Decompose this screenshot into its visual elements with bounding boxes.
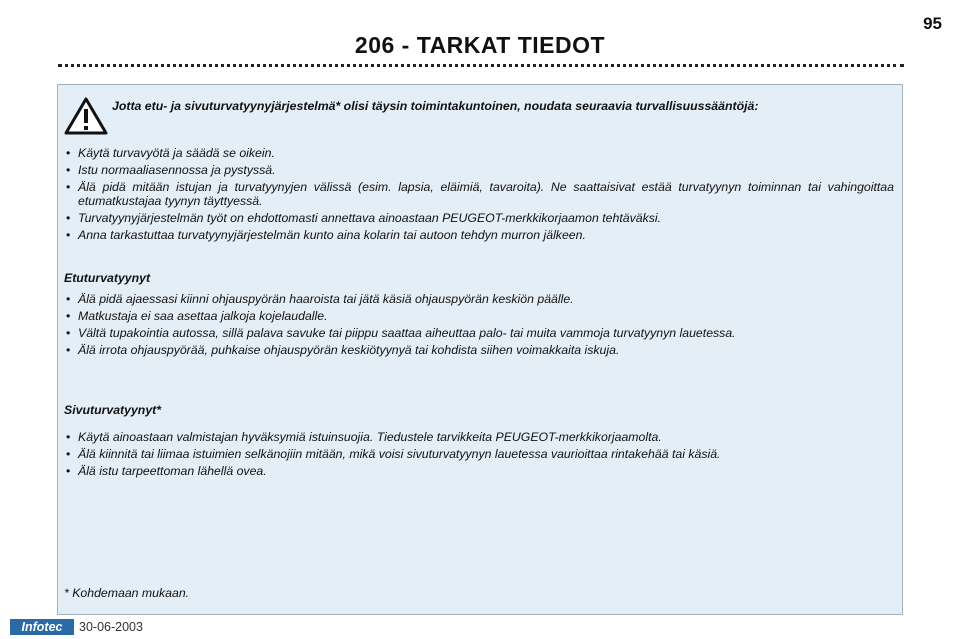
infotec-logo: Infotec xyxy=(10,619,74,635)
front-airbags-heading: Etuturvatyynyt xyxy=(64,271,151,285)
dotted-divider xyxy=(58,64,904,67)
general-rules-list xyxy=(64,146,894,245)
list-item: • Matkustaja ei saa asettaa jalkoja kojelaudalle. xyxy=(64,309,894,323)
list-item: • Älä istu tarpeettoman lähellä ovea. xyxy=(64,464,894,478)
list-item: • Käytä ainoastaan valmistajan hyväksymiä istuinsuojia. Tiedustele tarvikkeita PEUGEOT-merkkikorjaamolta. xyxy=(64,430,894,444)
list-item: • Älä pidä mitään istujan ja turvatyynyjen välissä (esim. lapsia, eläimiä, tavaroita). Ne saattaisivat estää turvatyynyn toiminnan tai vahingoittaa etumatkustajaa tyynyn täyttyessä. xyxy=(64,180,894,208)
list-item: • Älä irrota ohjauspyörää, puhkaise ohjauspyörän keskiötyynyä tai kohdista siihen voimakkaita iskuja. xyxy=(64,343,894,357)
footnote: * Kohdemaan mukaan. xyxy=(64,586,190,600)
intro-text: Jotta etu- ja sivuturvatyynyjärjestelmä* olisi täysin toimintakuntoinen, noudata seuraavia turvallisuussääntöjä: xyxy=(112,99,759,113)
side-airbags-heading: Sivuturvatyynyt* xyxy=(64,403,162,417)
footer-date: 30-06-2003 xyxy=(79,620,143,634)
warning-triangle-icon xyxy=(64,97,108,135)
list-item: • Vältä tupakointia autossa, sillä palava savuke tai piippu saattaa aiheuttaa palo- tai muita vammoja turvatyynyn lauetessa. xyxy=(64,326,894,340)
front-airbags-list xyxy=(64,292,894,360)
safety-panel xyxy=(57,84,903,615)
list-item: • Älä kiinnitä tai liimaa istuimien selkänojiin mitään, mikä voisi sivuturvatyynyn lauetessa vaurioittaa rintakehää tai käsiä. xyxy=(64,447,894,461)
list-item: • Anna tarkastuttaa turvatyynyjärjestelmän kunto aina kolarin tai autoon tehdyn murron jälkeen. xyxy=(64,228,894,242)
list-item: • Turvatyynyjärjestelmän työt on ehdottomasti annettava ainoastaan PEUGEOT-merkkikorjaamon tehtäväksi. xyxy=(64,211,894,225)
list-item: • Käytä turvavyötä ja säädä se oikein. xyxy=(64,146,894,160)
list-item: • Istu normaaliasennossa ja pystyssä. xyxy=(64,163,894,177)
page-number: 95 xyxy=(923,14,942,33)
page-title: 206 - TARKAT TIEDOT xyxy=(354,32,606,58)
list-item: • Älä pidä ajaessasi kiinni ohjauspyörän haaroista tai jätä käsiä ohjauspyörän keskiön päälle. xyxy=(64,292,894,306)
side-airbags-list xyxy=(64,430,894,481)
